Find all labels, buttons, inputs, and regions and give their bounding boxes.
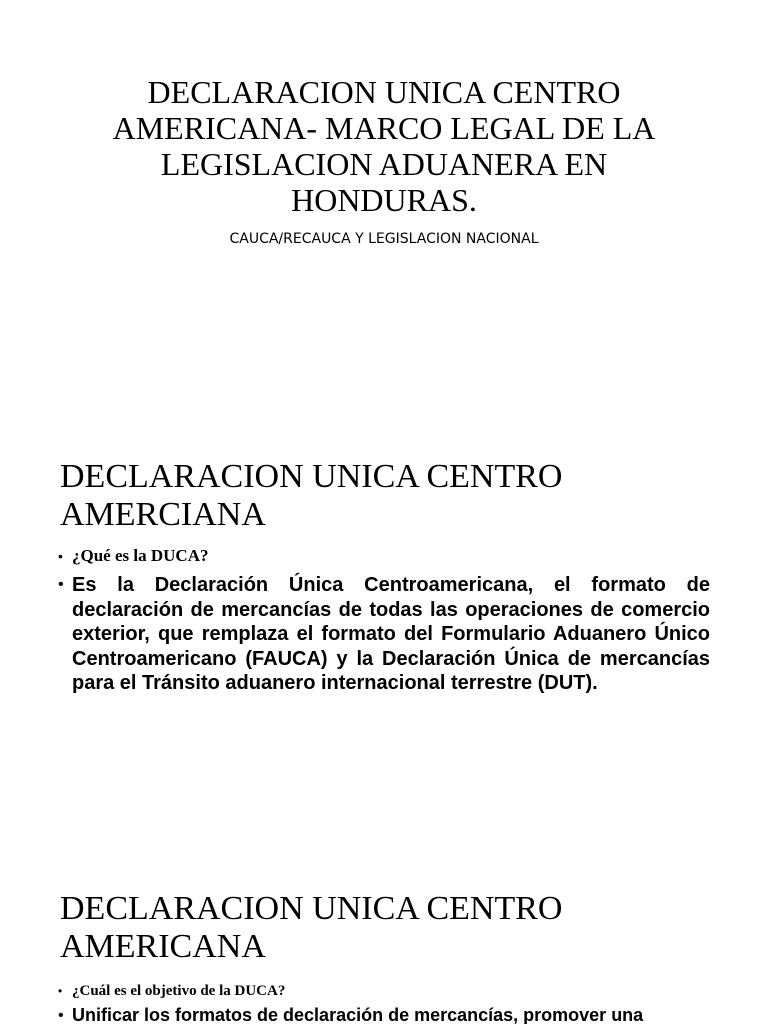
slide-heading: DECLARACION UNICA CENTRO AMERICANA [60,890,563,965]
bullet-answer: Es la Declaración Única Centroamericana, el formato de declaración de mercancías de todas las operaciones de comercio exterior, que remplaza el formato del Formulario Aduanero Único Centroamericano (FAUCA) y la Declaración Única de mercancías para el Tránsito aduanero internacional terrestre (DUT). [72,574,710,694]
bullet-dot-icon: • [58,576,64,593]
bullet-dot-icon: • [58,1007,64,1024]
presentation-title: DECLARACION UNICA CENTRO AMERICANA- MARCO LEGAL DE LA LEGISLACION ADUANERA EN HONDURAS. [112,74,656,218]
slide-heading: DECLARACION UNICA CENTRO AMERCIANA [60,458,563,533]
presentation-subtitle: CAUCA/RECAUCA Y LEGISLACION NACIONAL [229,231,539,247]
title-slide [0,0,768,432]
bullet-dot-icon: • [58,984,63,998]
slide-what-is-duca [0,432,768,864]
bullet-answer: Unificar los formatos de declaración de mercancías, promover una [72,1005,644,1024]
list-item [58,573,710,696]
list-item [58,1004,710,1024]
bullet-question: ¿Qué es la DUCA? [72,546,209,565]
list-item [58,982,710,1000]
list-item [58,546,710,566]
bullet-question: ¿Cuál es el objetivo de la DUCA? [72,983,286,999]
bullet-list [58,982,710,1024]
bullet-list [58,546,710,696]
bullet-dot-icon: • [58,548,63,564]
slide-duca-objective [0,864,768,1024]
